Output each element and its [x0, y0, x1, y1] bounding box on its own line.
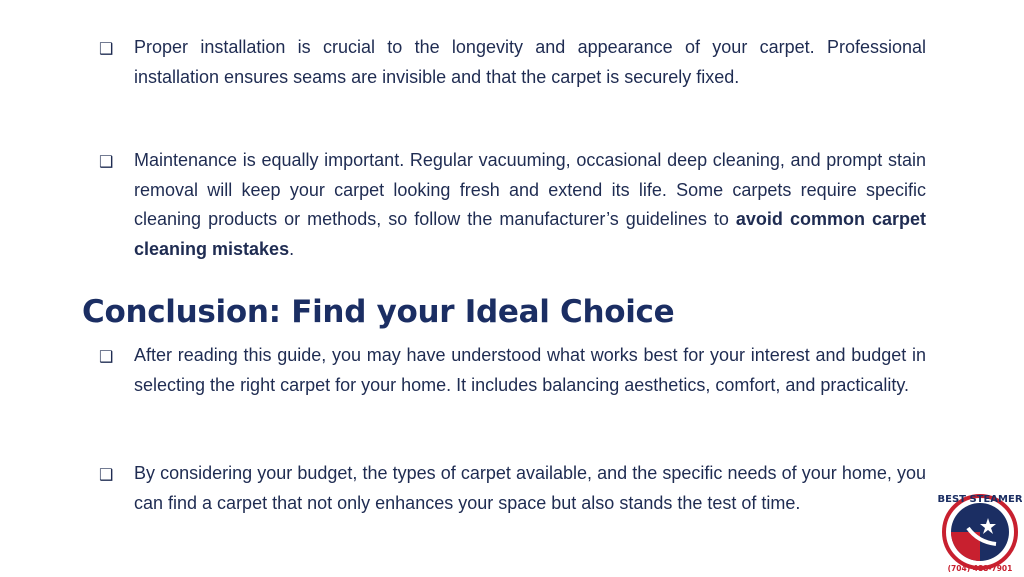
- bullet-text: [134, 146, 926, 264]
- checkbox-bullet-icon: ❑: [99, 347, 114, 366]
- bullet-text-part: Maintenance is equally important. Regular vacuuming, occasional deep cleaning, and prompt stain removal will keep your carpet looking fresh and extend its life. Some carpets require specific cleaning products or methods, so follow the manufacturer’s guidelines to: [134, 150, 926, 229]
- bullet-text: After reading this guide, you may have understood what works best for your interest and budget in selecting the right carpet for your home. It includes balancing aesthetics, comfort, and practicality.: [134, 345, 926, 395]
- bullet-text-end: .: [289, 238, 295, 259]
- bullet-item-maintenance: [99, 146, 926, 264]
- bullet-item-budget: [99, 459, 926, 518]
- bold-link-text: avoid common carpet cleaning mistakes: [134, 209, 926, 259]
- bullet-text: By considering your budget, the types of carpet available, and the specific needs of your home, you can find a carpet that not only enhances your space but also stands the test of time.: [134, 463, 926, 513]
- bullet-item-guide: [99, 341, 926, 400]
- checkbox-bullet-icon: ❑: [99, 465, 114, 484]
- svg-text:BEST STEAMER: BEST STEAMER: [938, 494, 1022, 505]
- checkbox-bullet-icon: ❑: [99, 152, 114, 171]
- bullet-item-installation: [99, 33, 926, 92]
- svg-text:(704) 488-7901: (704) 488-7901: [947, 564, 1013, 572]
- checkbox-bullet-icon: ❑: [99, 39, 114, 58]
- best-steamer-logo: [938, 488, 1022, 572]
- bullet-text: Proper installation is crucial to the longevity and appearance of your carpet. Professional installation ensures seams are invisible and that the carpet is securely fixed.: [134, 37, 926, 87]
- section-heading: Conclusion: Find your Ideal Choice: [82, 294, 675, 330]
